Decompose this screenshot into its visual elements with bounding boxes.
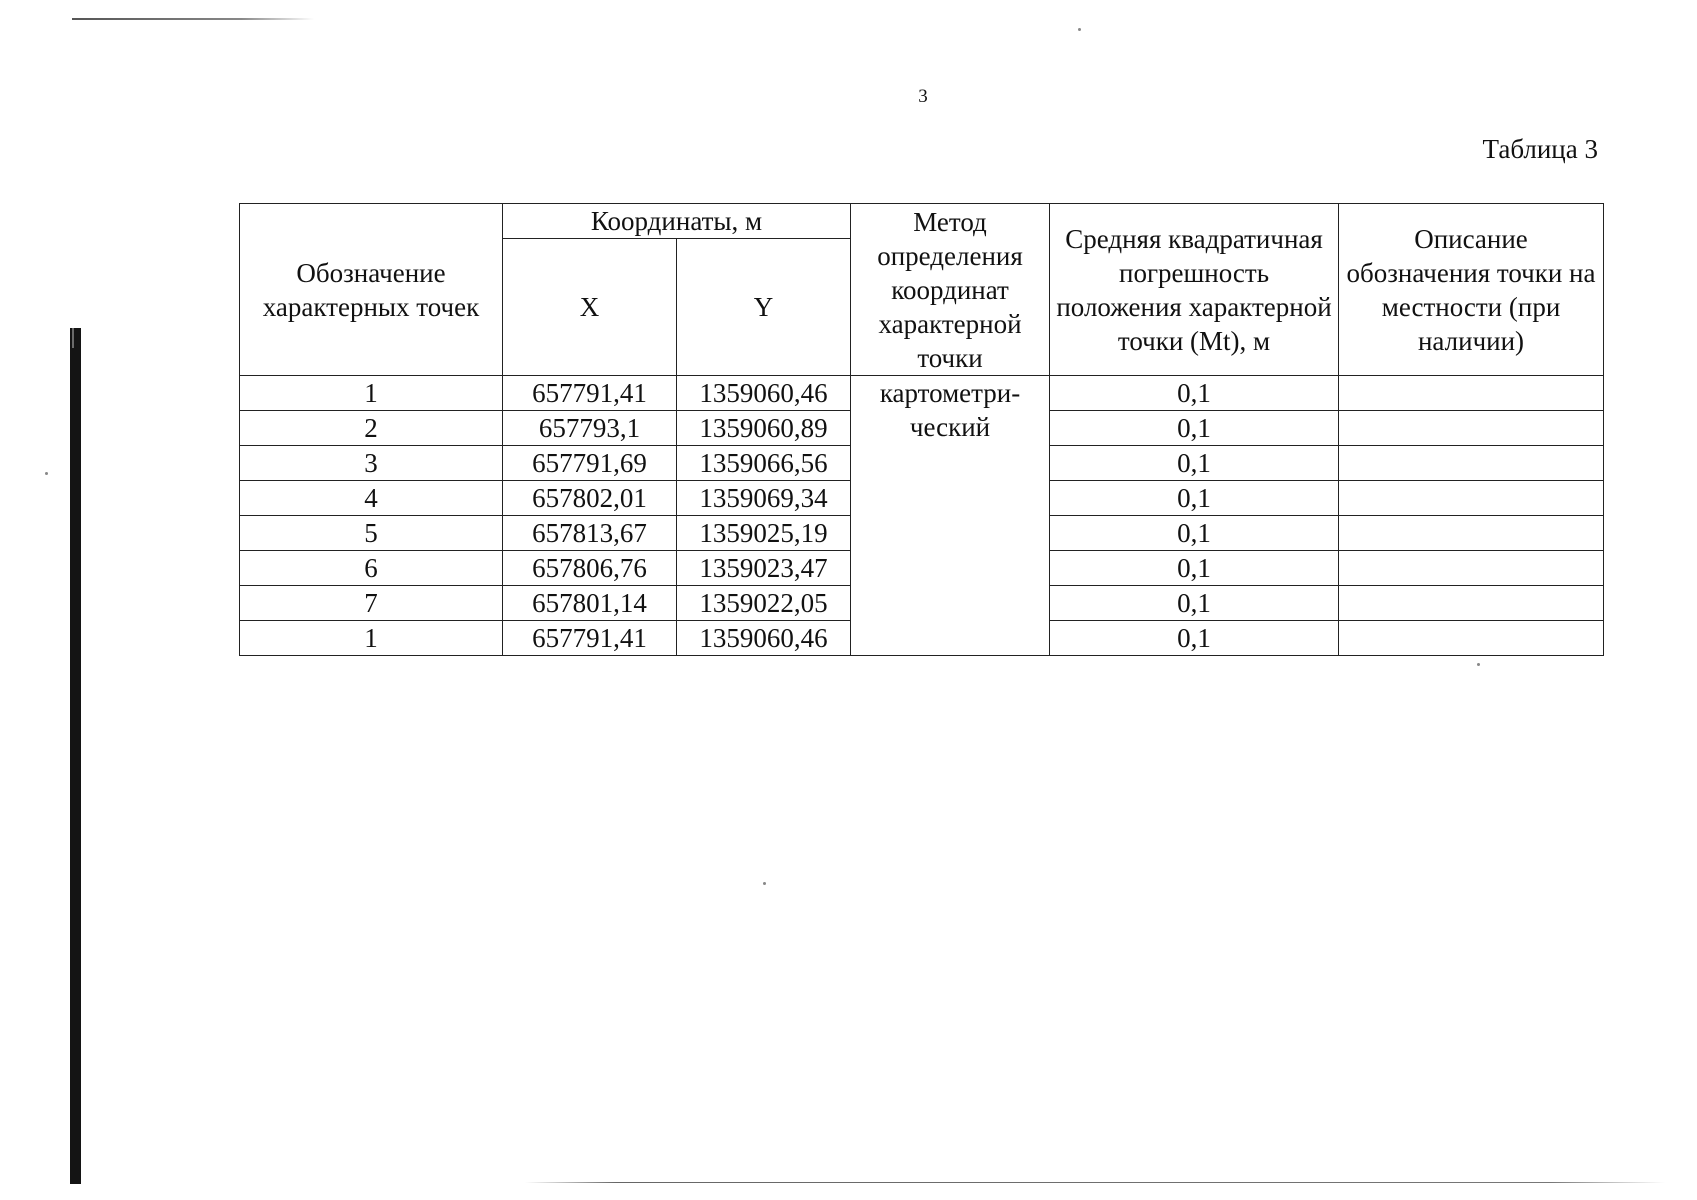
cell-description xyxy=(1339,516,1604,551)
cell-x: 657791,41 xyxy=(503,376,677,411)
header-error: Средняя квадратичная погрешность положения характерной точки (Mt), м xyxy=(1050,204,1339,376)
header-y: Y xyxy=(677,239,851,376)
table-caption: Таблица 3 xyxy=(1482,134,1598,164)
cell-x: 657813,67 xyxy=(503,516,677,551)
header-point-designation: Обозначение характерных точек xyxy=(240,204,503,376)
cell-y: 1359060,46 xyxy=(677,376,851,411)
coordinates-table xyxy=(239,203,1604,656)
cell-description xyxy=(1339,446,1604,481)
cell-point: 3 xyxy=(240,446,503,481)
cell-error: 0,1 xyxy=(1050,621,1339,656)
cell-x: 657806,76 xyxy=(503,551,677,586)
scan-speck xyxy=(45,472,48,475)
cell-point: 1 xyxy=(240,621,503,656)
scan-artifact-left-bar xyxy=(70,328,81,1184)
cell-point: 6 xyxy=(240,551,503,586)
cell-method: картометри-ческий xyxy=(851,376,1050,656)
cell-x: 657802,01 xyxy=(503,481,677,516)
cell-description xyxy=(1339,621,1604,656)
cell-error: 0,1 xyxy=(1050,481,1339,516)
cell-y: 1359023,47 xyxy=(677,551,851,586)
header-description: Описание обозначения точки на местности (при наличии) xyxy=(1339,204,1604,376)
cell-error: 0,1 xyxy=(1050,516,1339,551)
cell-x: 657801,14 xyxy=(503,586,677,621)
scan-speck xyxy=(1477,663,1480,666)
scan-speck xyxy=(763,882,766,885)
cell-point: 2 xyxy=(240,411,503,446)
cell-description xyxy=(1339,586,1604,621)
cell-y: 1359025,19 xyxy=(677,516,851,551)
cell-y: 1359066,56 xyxy=(677,446,851,481)
scan-artifact-top-line xyxy=(72,18,314,20)
cell-x: 657793,1 xyxy=(503,411,677,446)
cell-error: 0,1 xyxy=(1050,411,1339,446)
scan-artifact-left-tick xyxy=(72,328,74,348)
cell-description xyxy=(1339,481,1604,516)
table-row xyxy=(240,376,1604,411)
cell-error: 0,1 xyxy=(1050,586,1339,621)
page-number: 3 xyxy=(918,86,928,107)
cell-error: 0,1 xyxy=(1050,446,1339,481)
cell-error: 0,1 xyxy=(1050,551,1339,586)
header-method: Метод определения координат характерной точки xyxy=(851,204,1050,376)
cell-point: 5 xyxy=(240,516,503,551)
cell-description xyxy=(1339,411,1604,446)
cell-description xyxy=(1339,551,1604,586)
cell-point: 1 xyxy=(240,376,503,411)
cell-description xyxy=(1339,376,1604,411)
cell-point: 4 xyxy=(240,481,503,516)
scan-artifact-bottom-line xyxy=(525,1182,1665,1183)
header-coordinates: Координаты, м xyxy=(503,204,851,239)
cell-y: 1359069,34 xyxy=(677,481,851,516)
cell-error: 0,1 xyxy=(1050,376,1339,411)
scan-speck xyxy=(1078,28,1081,31)
cell-y: 1359022,05 xyxy=(677,586,851,621)
cell-point: 7 xyxy=(240,586,503,621)
cell-x: 657791,69 xyxy=(503,446,677,481)
cell-y: 1359060,46 xyxy=(677,621,851,656)
header-x: X xyxy=(503,239,677,376)
cell-y: 1359060,89 xyxy=(677,411,851,446)
cell-x: 657791,41 xyxy=(503,621,677,656)
